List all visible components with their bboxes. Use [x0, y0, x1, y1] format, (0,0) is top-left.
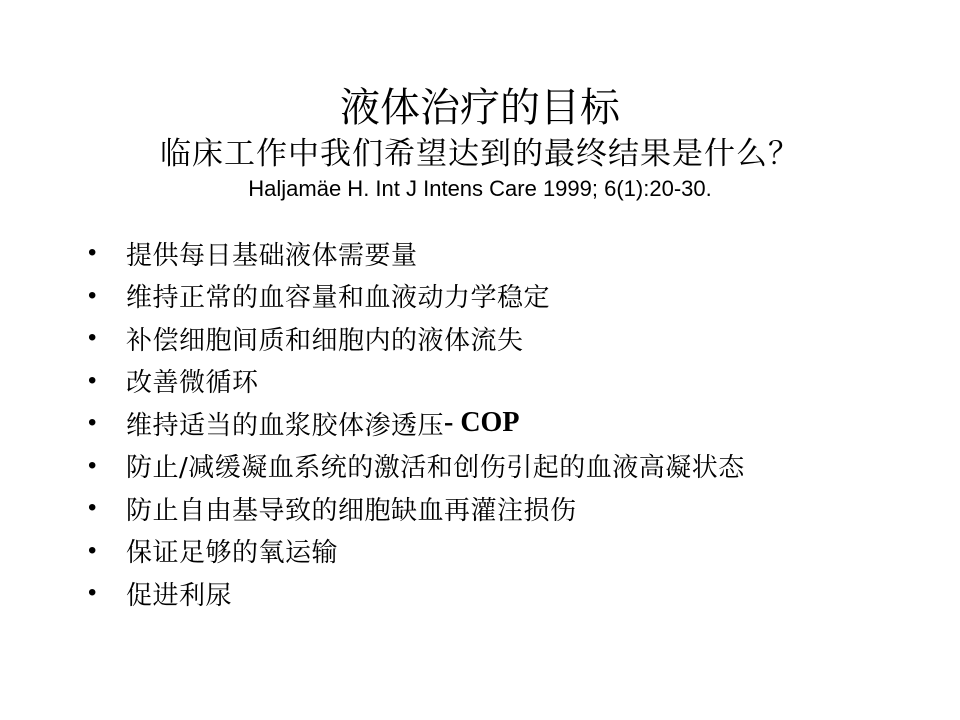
bullet-text: 补偿细胞间质和细胞内的液体流失	[126, 325, 524, 356]
bullet-text: 维持正常的血容量和血液动力学稳定	[126, 283, 551, 314]
bullet-dot: •	[88, 409, 97, 437]
bullet-item	[88, 572, 928, 615]
title-block	[0, 84, 960, 202]
bullet-dot: •	[88, 494, 97, 522]
bullet-item	[88, 487, 928, 530]
bullet-item	[88, 530, 928, 573]
bullet-dot: •	[88, 281, 97, 309]
bullet-text: 提供每日基础液体需要量	[126, 240, 418, 271]
bullet-list	[88, 232, 928, 615]
bullet-item	[88, 275, 928, 318]
bullet-text: 保证足够的氧运输	[126, 538, 339, 569]
bullet-item	[88, 360, 928, 403]
bullet-dot: •	[88, 536, 97, 564]
bullet-dot: •	[88, 579, 97, 607]
bullet-item	[88, 445, 928, 488]
bullet-dot: •	[88, 239, 97, 267]
bullet-item	[88, 317, 928, 360]
bullet-item	[88, 402, 928, 445]
bullet-text: 防止/减缓凝血系统的激活和创伤引起的血液高凝状态	[126, 453, 745, 484]
bullet-text: 促进利尿	[126, 580, 233, 611]
citation: Haljamäe H. Int J Intens Care 1999; 6(1):20-30.	[248, 176, 712, 201]
bullet-suffix-cop: - COP	[444, 407, 520, 439]
slide-title: 液体治疗的目标	[340, 85, 620, 131]
slide-subtitle: 临床工作中我们希望达到的最终结果是什么？	[160, 136, 800, 172]
bullet-dot: •	[88, 366, 97, 394]
bullet-text: 维持适当的血浆胶体渗透压	[126, 410, 445, 441]
bullet-item	[88, 232, 928, 275]
bullet-dot: •	[88, 451, 97, 479]
bullet-dot: •	[88, 324, 97, 352]
bullet-text: 防止自由基导致的细胞缺血再灌注损伤	[126, 495, 577, 526]
bullet-text: 改善微循环	[126, 368, 259, 399]
